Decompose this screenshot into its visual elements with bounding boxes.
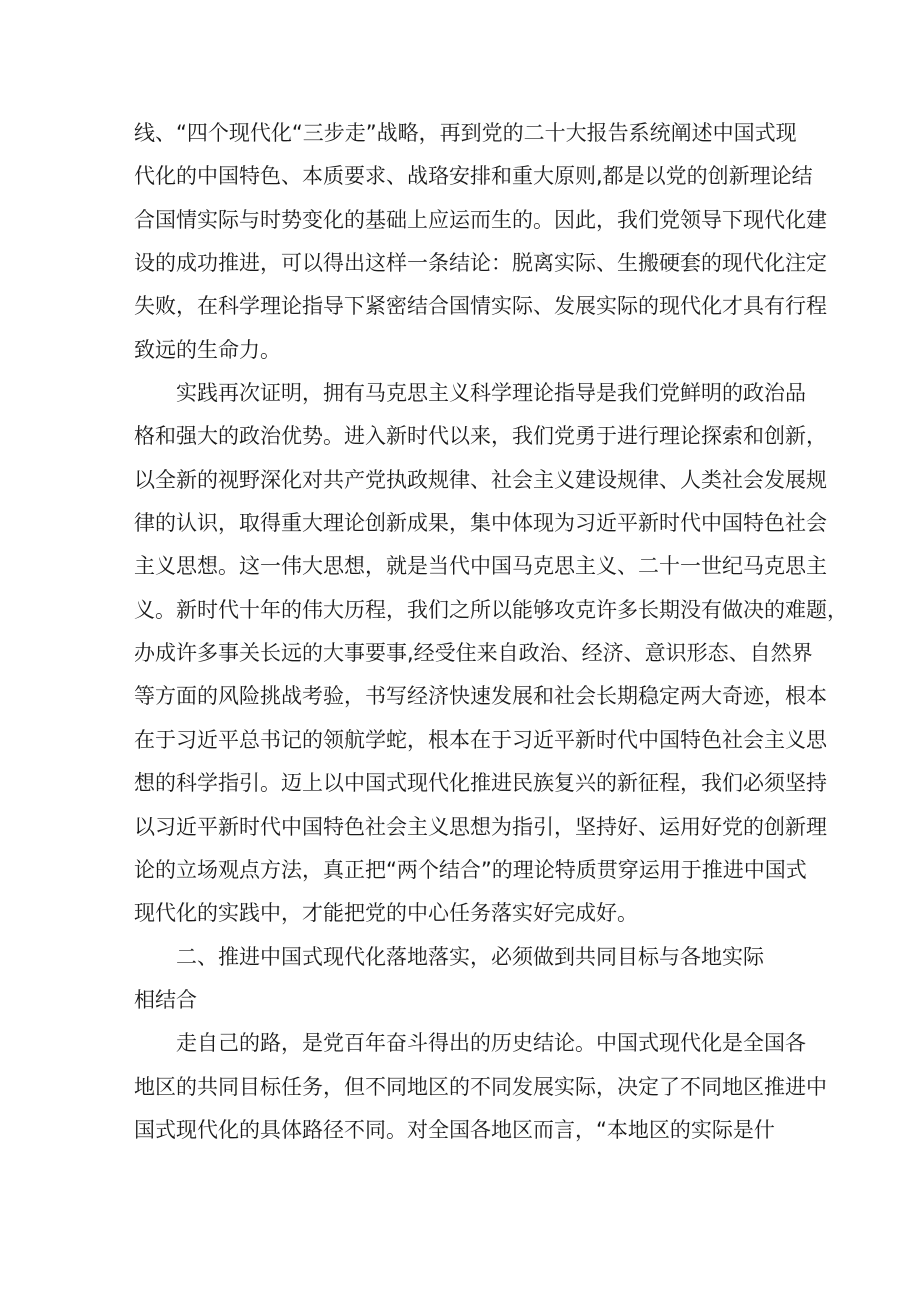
heading-line: 二、推进中国式现代化落地落实，必须做到共同目标与各地实际 (176, 944, 764, 969)
text-line: 论的立场观点方法，真正把“两个结合”的理论特质贯穿运用于推进中国式 (134, 857, 807, 882)
paragraph-2 (134, 372, 848, 935)
text-line: 以全新的视野深化对共产党执政规律、社会主义建设规律、人类社会发展规 (134, 467, 827, 492)
text-line: 律的认识，取得重大理论创新成果，集中体现为习近平新时代中国特色社会 (134, 511, 827, 536)
section-heading (134, 936, 794, 1023)
text-line: 想的科学指引。迈上以中国式现代化推进民族复兴的新征程，我们必须坚持 (134, 771, 827, 796)
text-line: 代化的中国特色、本质要求、战珞安排和重大原则,都是以党的创新理论结 (134, 164, 813, 189)
paragraph-3 (134, 1022, 827, 1152)
text-line: 主义思想。这一伟大思想，就是当代中国马克思主义、二十一世纪马克思主 (134, 554, 827, 579)
text-line: 在于习近平总书记的领航学蛇，根本在于习近平新时代中国特色社会主义思 (134, 727, 827, 752)
text-line: 格和强大的政治优势。进入新时代以来，我们党勇于进行理论探索和创新， (134, 424, 827, 449)
text-line: 义。新时代十年的伟大历程，我们之所以能够攻克许多长期没有做决的难题， (134, 597, 848, 622)
text-line: 地区的共同目标任务，但不同地区的不同发展实际，决定了不同地区推进中 (134, 1074, 827, 1099)
document-body (134, 112, 848, 1152)
text-line: 国式现代化的具体路径不同。对全国各地区而言，“本地区的实际是什 (134, 1117, 775, 1142)
text-line: 线、“四个现代化“三步走”战略，再到党的二十大报告系统阐述中国式现 (134, 121, 797, 145)
text-line: 等方面的风险挑战考验，书写经济快速发展和社会长期稳定两大奇迹，根本 (134, 684, 827, 709)
text-line: 失败，在科学理论指导下紧密结合国情实际、发展实际的现代化才具有行程 (134, 294, 827, 319)
paragraph-1 (134, 112, 827, 372)
text-line: 致远的生命力。 (134, 337, 281, 362)
text-line: 实践再次证明，拥有马克思主义科学理论指导是我们党鲜明的政治品 (176, 381, 806, 406)
heading-line: 相结合 (134, 987, 197, 1012)
text-line: 现代化的实践中，才能把党的中心任务落实好完成好。 (134, 901, 638, 926)
text-line: 走自己的路，是党百年奋斗得出的历史结论。中国式现代化是全国各 (176, 1031, 806, 1056)
text-line: 以习近平新时代中国特色社会主义思想为指引，坚持好、运用好党的创新理 (134, 814, 827, 839)
text-line: 合国情实际与时势变化的基础上应运而生的。因此，我们党领导下现代化建 (134, 207, 827, 232)
text-line: 设的成功推进，可以得出这样一条结论：脱离实际、生搬硬套的现代化注定 (134, 251, 827, 276)
text-line: 办成许多事关长远的大事要事,经受住来自政治、经济、意识形态、自然界 (134, 641, 813, 666)
